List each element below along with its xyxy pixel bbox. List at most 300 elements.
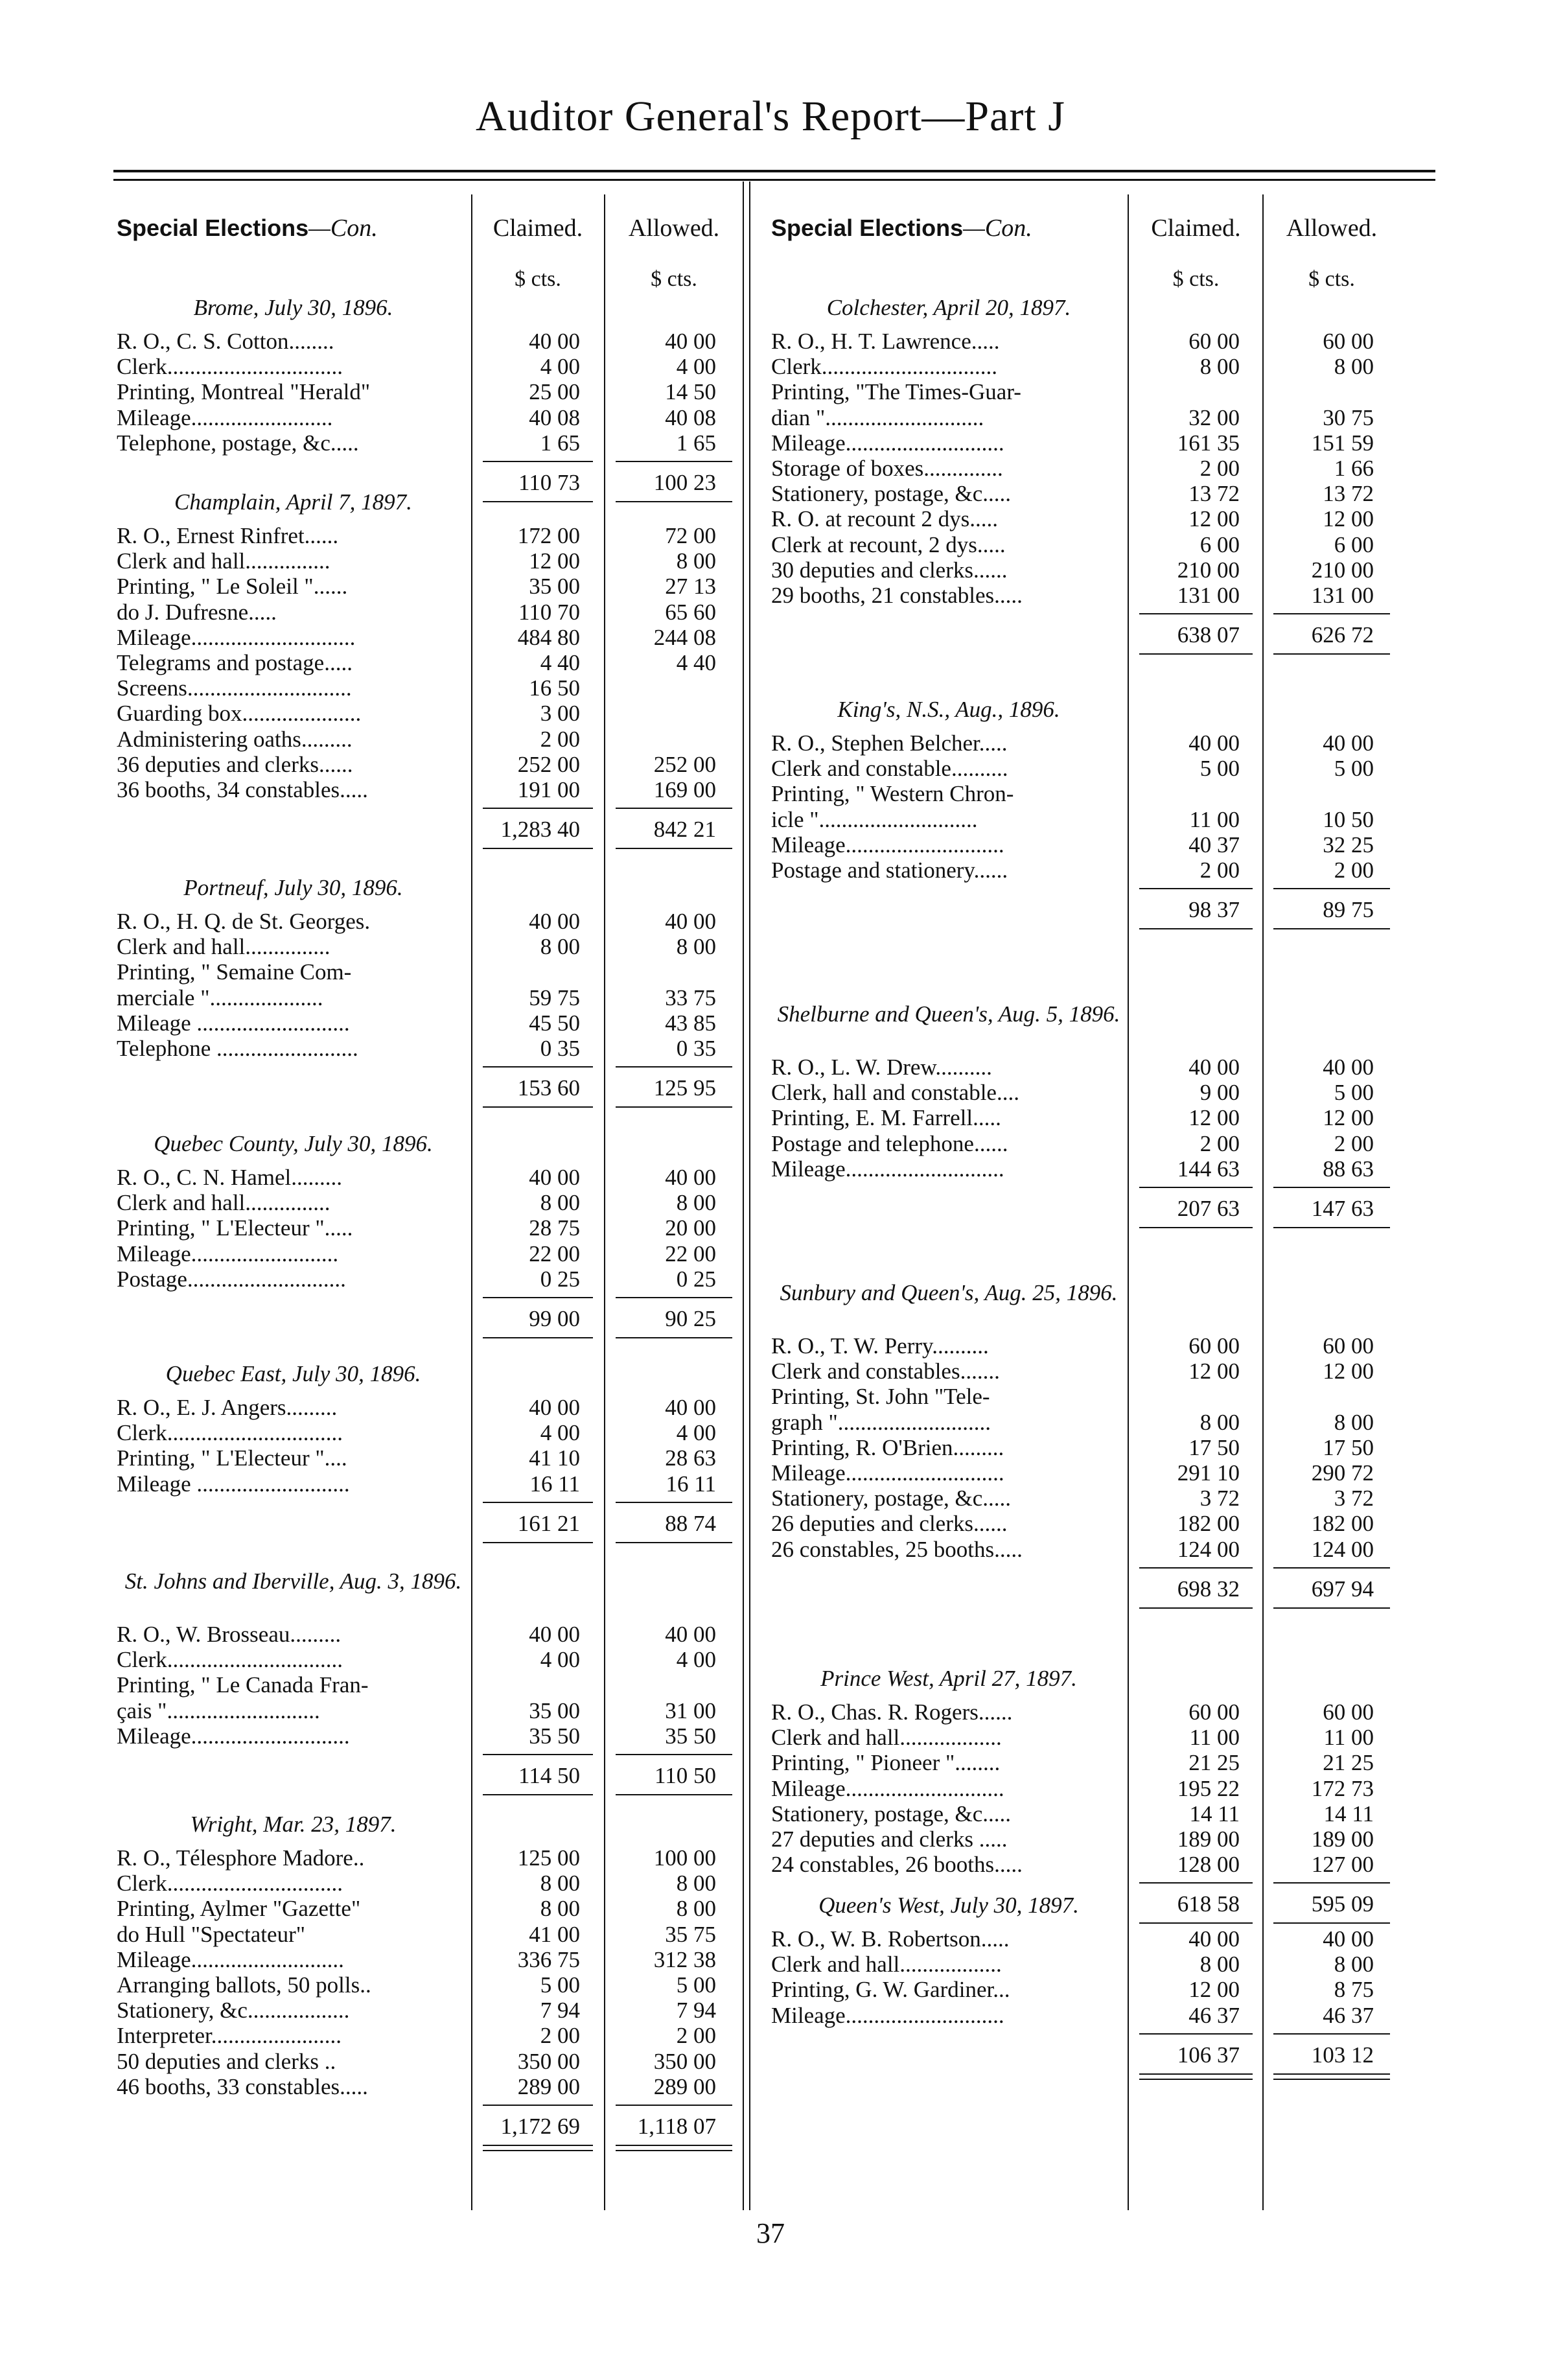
total-claimed: 698 32 xyxy=(1177,1576,1240,1602)
total-claimed: 110 73 xyxy=(518,470,580,495)
row-label: 26 deputies and clerks...... xyxy=(771,1511,1008,1537)
claimed-value: 8 00 xyxy=(1199,1409,1240,1435)
total-claimed: 1,283 40 xyxy=(500,817,580,843)
claimed-value: 40 00 xyxy=(1188,730,1240,756)
claimed-value: 125 00 xyxy=(517,1845,580,1871)
claimed-value: 3 72 xyxy=(1199,1486,1240,1511)
allowed-value: 1 65 xyxy=(676,430,716,456)
claimed-value: 144 63 xyxy=(1177,1156,1240,1182)
left-section-suffix: —Con. xyxy=(308,215,378,242)
row-label: Clerk and hall............... xyxy=(117,548,330,574)
claimed-value: 189 00 xyxy=(1177,1826,1240,1852)
total-claimed: 106 37 xyxy=(1177,2042,1240,2068)
allowed-value: 12 00 xyxy=(1323,1105,1374,1131)
row-label: 29 booths, 21 constables..... xyxy=(771,583,1023,608)
subtotal-rule xyxy=(483,1754,593,1755)
row-label: Printing, R. O'Brien......... xyxy=(771,1434,1004,1460)
total-allowed: 125 95 xyxy=(653,1075,716,1101)
row-label: Mileage.......................... xyxy=(117,1241,339,1266)
row-label: 46 booths, 33 constables..... xyxy=(117,2073,368,2099)
total-rule xyxy=(616,2145,732,2146)
total-claimed: 114 50 xyxy=(518,1763,580,1788)
row-label: Stationery, postage, &c..... xyxy=(771,1801,1012,1826)
subtotal-rule xyxy=(616,808,732,809)
row-label: Mileage ........................... xyxy=(117,1471,350,1497)
subtotal-rule xyxy=(483,1297,593,1298)
claimed-value: 0 35 xyxy=(540,1036,580,1061)
claimed-value: 16 50 xyxy=(529,675,580,701)
claimed-value: 35 50 xyxy=(529,1723,580,1749)
right-allowed-currency: $ cts. xyxy=(1308,267,1355,291)
claimed-value: 60 00 xyxy=(1188,329,1240,354)
block-title: King's, N.S., Aug., 1896. xyxy=(837,697,1060,722)
row-label: 27 deputies and clerks ..... xyxy=(771,1826,1008,1852)
row-label: do J. Dufresne..... xyxy=(117,599,277,625)
claimed-value: 1 65 xyxy=(540,430,580,456)
row-label: Mileage............................ xyxy=(771,1460,1004,1486)
row-label: 26 constables, 25 booths..... xyxy=(771,1536,1023,1562)
row-label: R. O., W. Brosseau......... xyxy=(117,1622,342,1647)
right-claimed-currency: $ cts. xyxy=(1172,267,1220,291)
claimed-value: 8 00 xyxy=(1199,1952,1240,1978)
allowed-value: 5 00 xyxy=(1334,1080,1374,1106)
allowed-value: 40 00 xyxy=(665,329,716,354)
claimed-value: 35 00 xyxy=(529,1698,580,1723)
claimed-value: 40 00 xyxy=(529,329,580,354)
allowed-value: 151 59 xyxy=(1311,430,1374,456)
allowed-value: 22 00 xyxy=(665,1241,716,1266)
row-label: Printing, Aylmer "Gazette" xyxy=(117,1896,361,1922)
right-section-label: Special Elections xyxy=(771,215,964,241)
claimed-value: 8 00 xyxy=(1199,354,1240,380)
total-allowed: 100 23 xyxy=(653,470,716,495)
row-label: Administering oaths......... xyxy=(117,726,353,752)
allowed-value: 4 00 xyxy=(676,354,716,380)
claimed-value: 40 00 xyxy=(529,1622,580,1647)
allowed-value: 12 00 xyxy=(1323,506,1374,532)
allowed-value: 8 00 xyxy=(676,1896,716,1922)
total-claimed: 98 37 xyxy=(1188,897,1240,923)
total-allowed: 89 75 xyxy=(1323,897,1374,923)
total-rule xyxy=(1273,1227,1390,1228)
row-label: Clerk at recount, 2 dys..... xyxy=(771,531,1006,557)
total-rule xyxy=(1139,1607,1253,1609)
row-label: Printing, St. John "Tele- xyxy=(771,1384,990,1410)
subtotal-rule xyxy=(616,1297,732,1298)
total-rule xyxy=(616,501,732,502)
claimed-value: 4 00 xyxy=(540,354,580,380)
total-rule xyxy=(1273,653,1390,655)
allowed-value: 289 00 xyxy=(653,2073,716,2099)
claimed-value: 12 00 xyxy=(1188,1359,1240,1384)
total-rule xyxy=(483,2145,593,2146)
total-claimed: 1,172 69 xyxy=(500,2114,580,2139)
row-label: Printing, " Western Chron- xyxy=(771,781,1014,807)
left-claimed-header: Claimed. xyxy=(492,215,583,242)
allowed-value: 10 50 xyxy=(1323,806,1374,832)
claimed-value: 41 00 xyxy=(529,1921,580,1947)
row-label: çais "........................... xyxy=(117,1698,320,1723)
allowed-value: 88 63 xyxy=(1323,1156,1374,1182)
total-rule xyxy=(483,501,593,502)
row-label: Mileage ........................... xyxy=(117,1010,350,1036)
claimed-value: 21 25 xyxy=(1188,1750,1240,1776)
claimed-value: 350 00 xyxy=(517,2048,580,2074)
total-rule xyxy=(616,1542,732,1543)
total-rule xyxy=(1139,2073,1253,2075)
row-label: Clerk and hall.................. xyxy=(771,1725,1002,1751)
subtotal-rule xyxy=(1139,1567,1253,1569)
row-label: Clerk and constables....... xyxy=(771,1359,1000,1384)
row-label: Stationery, &c.................. xyxy=(117,1998,350,2024)
allowed-value: 8 00 xyxy=(676,934,716,960)
total-rule xyxy=(616,2150,732,2151)
allowed-value: 65 60 xyxy=(665,599,716,625)
row-label: Printing, " L'Electeur ".... xyxy=(117,1445,347,1471)
block-title: Wright, Mar. 23, 1897. xyxy=(190,1812,397,1837)
claimed-value: 131 00 xyxy=(1177,583,1240,608)
claimed-value: 40 00 xyxy=(1188,1055,1240,1080)
row-label: Printing, " Le Canada Fran- xyxy=(117,1672,369,1698)
claimed-value: 45 50 xyxy=(529,1010,580,1036)
allowed-value: 0 35 xyxy=(676,1036,716,1061)
subtotal-rule xyxy=(616,1066,732,1068)
right-claimed-header: Claimed. xyxy=(1151,215,1241,242)
row-label: 36 deputies and clerks...... xyxy=(117,751,353,777)
claimed-value: 172 00 xyxy=(517,523,580,548)
row-label: R. O., Ernest Rinfret...... xyxy=(117,523,339,548)
allowed-value: 21 25 xyxy=(1323,1750,1374,1776)
block-title: St. Johns and Iberville, Aug. 3, 1896. xyxy=(124,1569,462,1594)
allowed-value: 60 00 xyxy=(1323,1699,1374,1725)
row-label: Mileage............................ xyxy=(771,1156,1004,1182)
allowed-value: 131 00 xyxy=(1311,583,1374,608)
row-label: R. O., Stephen Belcher..... xyxy=(771,730,1008,756)
total-claimed: 638 07 xyxy=(1177,622,1240,648)
row-label: Clerk............................... xyxy=(117,1647,343,1673)
total-rule xyxy=(1273,1922,1390,1924)
allowed-value: 244 08 xyxy=(653,624,716,650)
total-rule xyxy=(1139,928,1253,929)
allowed-value: 182 00 xyxy=(1311,1511,1374,1537)
block-title: Quebec County, July 30, 1896. xyxy=(154,1131,433,1156)
left-claimed-currency: $ cts. xyxy=(515,267,561,291)
subtotal-rule xyxy=(616,1754,732,1755)
row-label: Printing, " Semaine Com- xyxy=(117,959,352,985)
total-rule xyxy=(483,1337,593,1338)
claimed-value: 182 00 xyxy=(1177,1511,1240,1537)
total-rule xyxy=(616,1794,732,1795)
total-allowed: 103 12 xyxy=(1311,2042,1374,2068)
row-label: Printing, Montreal "Herald" xyxy=(117,379,371,405)
total-rule xyxy=(483,1106,593,1108)
subtotal-rule xyxy=(1273,1567,1390,1569)
allowed-value: 210 00 xyxy=(1311,557,1374,583)
allowed-value: 35 75 xyxy=(665,1921,716,1947)
row-label: 24 constables, 26 booths..... xyxy=(771,1852,1023,1878)
row-label: Postage and stationery...... xyxy=(771,858,1008,883)
subtotal-rule xyxy=(1139,888,1253,889)
total-claimed: 99 00 xyxy=(529,1306,580,1331)
claimed-value: 2 00 xyxy=(540,2023,580,2049)
row-label: Mileage........................... xyxy=(117,1946,344,1972)
claimed-value: 5 00 xyxy=(540,1972,580,1998)
row-label: Stationery, postage, &c..... xyxy=(771,481,1012,507)
block-title: Sunbury and Queen's, Aug. 25, 1896. xyxy=(780,1280,1118,1305)
claimed-value: 12 00 xyxy=(529,548,580,574)
claimed-value: 2 00 xyxy=(1199,456,1240,481)
row-label: Printing, " L'Electeur "..... xyxy=(117,1215,353,1241)
block-title: Queen's West, July 30, 1897. xyxy=(818,1893,1079,1918)
total-allowed: 88 74 xyxy=(665,1510,716,1536)
row-label: R. O., Télesphore Madore.. xyxy=(117,1845,365,1871)
allowed-value: 43 85 xyxy=(665,1010,716,1036)
allowed-value: 14 50 xyxy=(665,379,716,405)
row-label: Mileage............................. xyxy=(117,624,356,650)
row-label: Postage and telephone...... xyxy=(771,1130,1008,1156)
claimed-value: 40 37 xyxy=(1188,832,1240,858)
right-section-suffix: —Con. xyxy=(963,215,1032,242)
allowed-value: 8 00 xyxy=(676,1871,716,1896)
claimed-value: 128 00 xyxy=(1177,1852,1240,1878)
allowed-value: 40 00 xyxy=(665,1395,716,1420)
claimed-value: 4 40 xyxy=(540,650,580,675)
row-label: Clerk............................... xyxy=(117,1420,343,1446)
block-title: Champlain, April 7, 1897. xyxy=(174,489,412,515)
allowed-value: 8 00 xyxy=(1334,1952,1374,1978)
row-label: Printing, E. M. Farrell..... xyxy=(771,1105,1001,1131)
claimed-value: 8 00 xyxy=(540,934,580,960)
column-rule xyxy=(1262,194,1264,2210)
total-rule xyxy=(1273,928,1390,929)
row-label: R. O., E. J. Angers......... xyxy=(117,1395,338,1420)
subtotal-rule xyxy=(483,461,593,462)
total-claimed: 161 21 xyxy=(517,1510,580,1536)
allowed-value: 2 00 xyxy=(1334,1130,1374,1156)
total-claimed: 207 63 xyxy=(1177,1196,1240,1221)
allowed-value: 40 00 xyxy=(1323,1055,1374,1080)
claimed-value: 8 00 xyxy=(540,1190,580,1216)
row-label: Mileage............................ xyxy=(771,832,1004,858)
allowed-value: 33 75 xyxy=(665,985,716,1010)
row-label: Telegrams and postage..... xyxy=(117,650,353,675)
allowed-value: 40 00 xyxy=(665,909,716,934)
row-label: Mileage............................ xyxy=(771,430,1004,456)
row-label: R. O., H. T. Lawrence..... xyxy=(771,329,1000,354)
total-allowed: 697 94 xyxy=(1311,1576,1374,1602)
row-label: R. O. at recount 2 dys..... xyxy=(771,506,998,532)
allowed-value: 0 25 xyxy=(676,1266,716,1292)
subtotal-rule xyxy=(1273,1882,1390,1884)
column-divider xyxy=(743,181,744,2210)
allowed-value: 17 50 xyxy=(1323,1434,1374,1460)
subtotal-rule xyxy=(616,1502,732,1503)
allowed-value: 27 13 xyxy=(665,574,716,600)
allowed-value: 350 00 xyxy=(653,2048,716,2074)
total-rule xyxy=(1273,2073,1390,2075)
claimed-value: 195 22 xyxy=(1177,1775,1240,1801)
total-allowed: 626 72 xyxy=(1311,622,1374,648)
allowed-value: 31 00 xyxy=(665,1698,716,1723)
allowed-value: 46 37 xyxy=(1323,2002,1374,2028)
allowed-value: 172 73 xyxy=(1311,1775,1374,1801)
claimed-value: 4 00 xyxy=(540,1420,580,1446)
claimed-value: 41 10 xyxy=(529,1445,580,1471)
allowed-value: 4 00 xyxy=(676,1647,716,1673)
claimed-value: 59 75 xyxy=(529,985,580,1010)
allowed-value: 40 08 xyxy=(665,404,716,430)
subtotal-rule xyxy=(483,1502,593,1503)
total-allowed: 147 63 xyxy=(1311,1196,1374,1221)
allowed-value: 60 00 xyxy=(1323,1333,1374,1359)
subtotal-rule xyxy=(483,1066,593,1068)
claimed-value: 22 00 xyxy=(529,1241,580,1266)
block-title: Quebec East, July 30, 1896. xyxy=(165,1361,421,1386)
column-rule xyxy=(1128,194,1129,2210)
subtotal-rule xyxy=(483,2105,593,2106)
block-title: Brome, July 30, 1896. xyxy=(193,295,393,320)
page-title: Auditor General's Report—Part J xyxy=(476,93,1065,140)
allowed-value: 6 00 xyxy=(1334,531,1374,557)
claimed-value: 336 75 xyxy=(517,1946,580,1972)
allowed-value: 5 00 xyxy=(676,1972,716,1998)
claimed-value: 12 00 xyxy=(1188,1105,1240,1131)
allowed-value: 13 72 xyxy=(1323,481,1374,507)
row-label: Printing, " Le Soleil "...... xyxy=(117,574,348,600)
subtotal-rule xyxy=(616,461,732,462)
row-label: R. O., C. N. Hamel......... xyxy=(117,1165,343,1190)
claimed-value: 17 50 xyxy=(1188,1434,1240,1460)
claimed-value: 110 70 xyxy=(518,599,580,625)
allowed-value: 32 25 xyxy=(1323,832,1374,858)
claimed-value: 46 37 xyxy=(1188,2002,1240,2028)
total-rule xyxy=(483,2150,593,2151)
claimed-value: 4 00 xyxy=(540,1647,580,1673)
total-allowed: 1,118 07 xyxy=(637,2114,716,2139)
total-allowed: 842 21 xyxy=(653,817,716,843)
page-number: 37 xyxy=(756,2217,785,2249)
allowed-value: 14 11 xyxy=(1323,1801,1374,1826)
allowed-value: 8 00 xyxy=(1334,1409,1374,1435)
subtotal-rule xyxy=(1273,2033,1390,2035)
total-rule xyxy=(483,1542,593,1543)
subtotal-rule xyxy=(1139,2033,1253,2035)
column-divider xyxy=(749,181,750,2210)
claimed-value: 28 75 xyxy=(529,1215,580,1241)
allowed-value: 169 00 xyxy=(653,777,716,802)
claimed-value: 3 00 xyxy=(540,701,580,727)
row-label: 36 booths, 34 constables..... xyxy=(117,777,368,802)
allowed-value: 28 63 xyxy=(665,1445,716,1471)
allowed-value: 4 40 xyxy=(676,650,716,675)
claimed-value: 8 00 xyxy=(540,1896,580,1922)
row-label: Arranging ballots, 50 polls.. xyxy=(117,1972,371,1998)
claimed-value: 0 25 xyxy=(540,1266,580,1292)
header-rule xyxy=(113,170,1435,172)
allowed-value: 60 00 xyxy=(1323,329,1374,354)
allowed-value: 20 00 xyxy=(665,1215,716,1241)
claimed-value: 35 00 xyxy=(529,574,580,600)
claimed-value: 124 00 xyxy=(1177,1536,1240,1562)
row-label: 50 deputies and clerks .. xyxy=(117,2048,336,2074)
subtotal-rule xyxy=(1273,888,1390,889)
allowed-value: 100 00 xyxy=(653,1845,716,1871)
row-label: R. O., Chas. R. Rogers...... xyxy=(771,1699,1013,1725)
left-section-heading xyxy=(117,214,378,242)
allowed-value: 72 00 xyxy=(665,523,716,548)
allowed-value: 3 72 xyxy=(1334,1486,1374,1511)
claimed-value: 60 00 xyxy=(1188,1699,1240,1725)
allowed-value: 40 00 xyxy=(1323,1926,1374,1952)
row-label: Mileage............................ xyxy=(117,1723,350,1749)
total-rule xyxy=(1273,1607,1390,1609)
left-section-label: Special Elections xyxy=(117,215,309,241)
claimed-value: 40 08 xyxy=(529,404,580,430)
allowed-value: 2 00 xyxy=(1334,858,1374,883)
row-label: do Hull "Spectateur" xyxy=(117,1921,306,1947)
claimed-value: 12 00 xyxy=(1188,1977,1240,2003)
claimed-value: 291 10 xyxy=(1177,1460,1240,1486)
subtotal-rule xyxy=(1273,1187,1390,1188)
subtotal-rule xyxy=(1139,1882,1253,1884)
total-allowed: 90 25 xyxy=(665,1306,716,1331)
claimed-value: 289 00 xyxy=(517,2073,580,2099)
allowed-value: 4 00 xyxy=(676,1420,716,1446)
row-label: Clerk............................... xyxy=(117,1871,343,1896)
allowed-value: 40 00 xyxy=(665,1622,716,1647)
row-label: Postage............................ xyxy=(117,1266,346,1292)
claimed-value: 6 00 xyxy=(1199,531,1240,557)
claimed-value: 14 11 xyxy=(1189,1801,1240,1826)
header-rule xyxy=(113,179,1435,181)
column-rule xyxy=(471,194,472,2210)
row-label: dian "............................ xyxy=(771,404,984,430)
allowed-value: 5 00 xyxy=(1334,756,1374,782)
total-rule xyxy=(616,848,732,849)
claimed-value: 32 00 xyxy=(1188,404,1240,430)
allowed-value: 7 94 xyxy=(676,1998,716,2024)
row-label: Telephone, postage, &c..... xyxy=(117,430,359,456)
row-label: Mileage............................ xyxy=(771,2002,1004,2028)
total-rule xyxy=(1139,2079,1253,2080)
subtotal-rule xyxy=(1139,613,1253,614)
row-label: icle "............................ xyxy=(771,806,978,832)
subtotal-rule xyxy=(1273,613,1390,614)
row-label: Screens............................. xyxy=(117,675,352,701)
claimed-value: 7 94 xyxy=(540,1998,580,2024)
total-rule xyxy=(616,1337,732,1338)
row-label: Clerk............................... xyxy=(117,354,343,380)
allowed-value: 312 38 xyxy=(653,1946,716,1972)
allowed-value: 189 00 xyxy=(1311,1826,1374,1852)
allowed-value: 290 72 xyxy=(1311,1460,1374,1486)
allowed-value: 11 00 xyxy=(1323,1725,1374,1751)
claimed-value: 25 00 xyxy=(529,379,580,405)
row-label: Clerk............................... xyxy=(771,354,998,380)
block-title: Prince West, April 27, 1897. xyxy=(820,1666,1077,1691)
total-rule xyxy=(483,848,593,849)
row-label: Clerk and hall............... xyxy=(117,934,330,960)
claimed-value: 9 00 xyxy=(1199,1080,1240,1106)
claimed-value: 40 00 xyxy=(529,909,580,934)
row-label: Printing, " Pioneer "........ xyxy=(771,1750,1001,1776)
row-label: R. O., H. Q. de St. Georges. xyxy=(117,909,371,934)
total-rule xyxy=(1139,1227,1253,1228)
allowed-value: 1 66 xyxy=(1334,456,1374,481)
claimed-value: 191 00 xyxy=(517,777,580,802)
claimed-value: 11 00 xyxy=(1189,806,1240,832)
total-rule xyxy=(1273,2079,1390,2080)
